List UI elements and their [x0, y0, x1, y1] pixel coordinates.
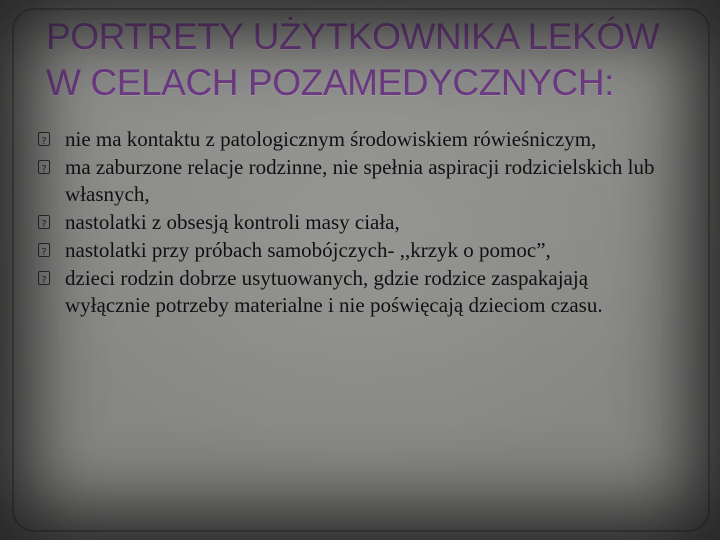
list-item — [38, 154, 678, 208]
bullet-text: nie ma kontaktu z patologicznym środowiskiem rówieśniczym, — [65, 127, 597, 151]
bullet-text: ma zaburzone relacje rodzinne, nie spełnia aspiracji rodzicielskich lub własnych, — [65, 155, 655, 206]
list-item — [38, 237, 678, 264]
list-item — [38, 265, 678, 319]
bullet-text: nastolatki z obsesją kontroli masy ciała, — [65, 210, 400, 234]
list-item — [38, 126, 678, 153]
bullet-text: dzieci rodzin dobrze usytuowanych, gdzie rodzice zaspakajają wyłącznie potrzeby materialne i nie poświęcają dzieciom czasu. — [65, 266, 603, 317]
bullet-text: nastolatki przy próbach samobójczych- ,,krzyk o pomoc”, — [65, 238, 551, 262]
bullet-list — [38, 126, 678, 320]
missing-glyph-icon — [38, 132, 50, 146]
missing-glyph-icon — [38, 215, 50, 229]
list-item — [38, 209, 678, 236]
slide-title: PORTRETY UŻYTKOWNIKA LEKÓW W CELACH POZAMEDYCZNYCH: — [46, 16, 660, 103]
missing-glyph-icon — [38, 243, 50, 257]
missing-glyph-icon — [38, 160, 50, 174]
missing-glyph-icon — [38, 271, 50, 285]
